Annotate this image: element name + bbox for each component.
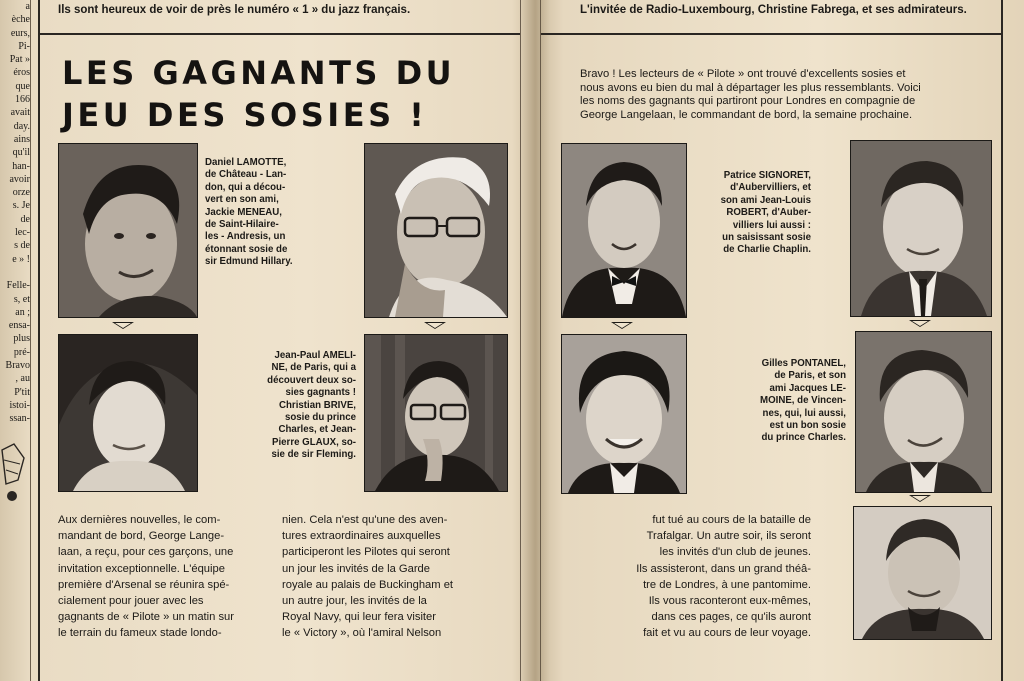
intro-line: les noms des gagnants qui partiront pour Londres en compagnie de [580,95,916,108]
article-title [62,52,455,136]
page-gutter-shadow [520,0,550,681]
pointer-triangle [112,322,134,329]
intro-line: nous avons eu bien du mal à départager les plus ressemblants. Voici [580,81,921,94]
body-column-3: fut tué au cours de la bataille de Trafalgar. Un autre soir, ils seront les invités d'un club de jeunes. Ils assisteront, dans un grand théâ- tre de Londres, à une pantomime. Ils vous raconteront eux-mêmes, dans ces pages, ce qu'ils auront fait et vu au cours de leur voyage. [636,514,811,640]
photo-alexander-fleming [364,334,508,492]
edge-fragment: Felle- [6,280,30,292]
edge-fragment: P'tit [14,386,30,398]
edge-fragment: ssan- [9,413,30,425]
edge-fragment: qu'il [12,147,30,159]
title-line-2: JEU DES SOSIES ! [62,96,428,134]
edge-fragment: pré- [13,346,30,358]
edge-fragment: lec- [15,227,30,239]
pointer-triangle [909,495,931,502]
edge-fragment: Bravo [5,360,30,372]
edge-fragment: , au [15,373,30,385]
photo-jacques-lemoine [853,506,992,640]
caption-ameline: Jean-Paul AMELI- NE, de Paris, qui a découvert deux so- sies gagnants ! Christian BRIVE, sosie du prince Charles, et Jean- Pierre GLAUX, so- sie de sir Fleming. [267,350,356,461]
frame-right-vertical [1001,0,1003,681]
intro-line: Bravo ! Les lecteurs de « Pilote » ont trouvé d'excellents sosies et [580,68,906,80]
photo-gilles-pontanel [561,334,687,494]
left-edge-rule [30,0,31,681]
title-line-1: LES GAGNANTS DU [62,54,456,92]
top-caption-right: L'invitée de Radio-Luxembourg, Christine Fabrega, et ses admirateurs. [580,4,967,16]
edge-fragment: e » ! [12,253,30,265]
edge-fragment: s de [14,240,30,252]
pointer-triangle [909,320,931,327]
edge-fragment: a [25,1,30,12]
left-edge-fragments [0,0,30,426]
photo-jean-paul-ameline [58,334,198,492]
intro-line: George Langelaan, le commandant de bord, la semaine prochaine. [580,108,913,121]
edge-fragment [0,266,30,279]
frame-gutter-left [520,0,521,681]
edge-fragment: Pi- [18,40,30,52]
top-caption-left: Ils sont heureux de voir de près le numéro « 1 » du jazz français. [58,4,411,16]
edge-fragment: de [20,213,30,225]
caption-pontanel: Gilles PONTANEL, de Paris, et son ami Jacques LE- MOINE, de Vincen- nes, qui, lui aussi, est un bon sosie du prince Charles. [760,358,846,444]
edge-fragment: avait [10,107,30,119]
top-rule-right [540,33,1002,35]
left-edge-illustration [0,440,26,510]
caption-signoret: Patrice SIGNORET, d'Aubervilliers, et son ami Jean-Louis ROBERT, d'Auber- villiers lui aussi : un saisissant sosie de Charlie Chaplin. [720,170,811,256]
edge-fragment: que [15,80,30,92]
photo-daniel-lamotte [58,143,198,318]
pointer-triangle [424,322,446,329]
edge-fragment: ensa- [8,320,30,332]
edge-fragment: ains [13,133,30,145]
body-column-1: Aux dernières nouvelles, le com- mandant de bord, George Lange- laan, a reçu, pour ces garçons, une invitation exceptionnelle. L'équipe première d'Arsenal se réunira spé- cialement pour jouer avec les gagnants de « Pilote » un matin sur le terrain du fameux stade londo- [58,514,235,640]
photo-prince-charles-2 [855,331,992,493]
edge-fragment: day. [13,120,30,132]
pointer-triangle [611,322,633,329]
edge-fragment: s. Je [12,200,30,212]
frame-gutter-right [540,0,541,681]
top-rule-left [38,33,520,35]
frame-left-vertical [38,0,40,681]
edge-fragment: éros [13,67,30,79]
body-column-2: nien. Cela n'est qu'une des aven- tures extraordinaires auxquelles participeront les Pilotes qui seront un jour les invités de la Garde royale au palais de Buckingham et un autre jour, les invités de la Royal Navy, qui leur fera visiter le « Victory », où l'amiral Nelson [282,514,454,640]
edge-fragment: an ; [15,306,30,318]
edge-fragment: istoi- [9,399,30,411]
edge-fragment: èche [11,14,30,26]
edge-fragment: avoir [9,173,30,185]
photo-patrice-signoret [561,143,687,318]
edge-fragment: han- [12,160,30,172]
edge-fragment: plus [13,333,30,345]
edge-fragment: eurs, [10,27,30,39]
photo-prince-charles-1 [850,140,992,317]
article-intro [580,68,990,122]
photo-edmund-hillary [364,143,508,318]
caption-lamotte: Daniel LAMOTTE, de Château - Lan- don, qui a décou- vert en son ami, Jackie MENEAU, de Saint-Hilaire- les - Andresis, un étonnant sosie de sir Edmund Hillary. [205,157,293,268]
edge-fragment: orze [12,187,30,199]
edge-fragment: 166 [15,94,30,106]
edge-fragment: Pat » [9,54,30,66]
edge-fragment: s, et [13,293,30,305]
